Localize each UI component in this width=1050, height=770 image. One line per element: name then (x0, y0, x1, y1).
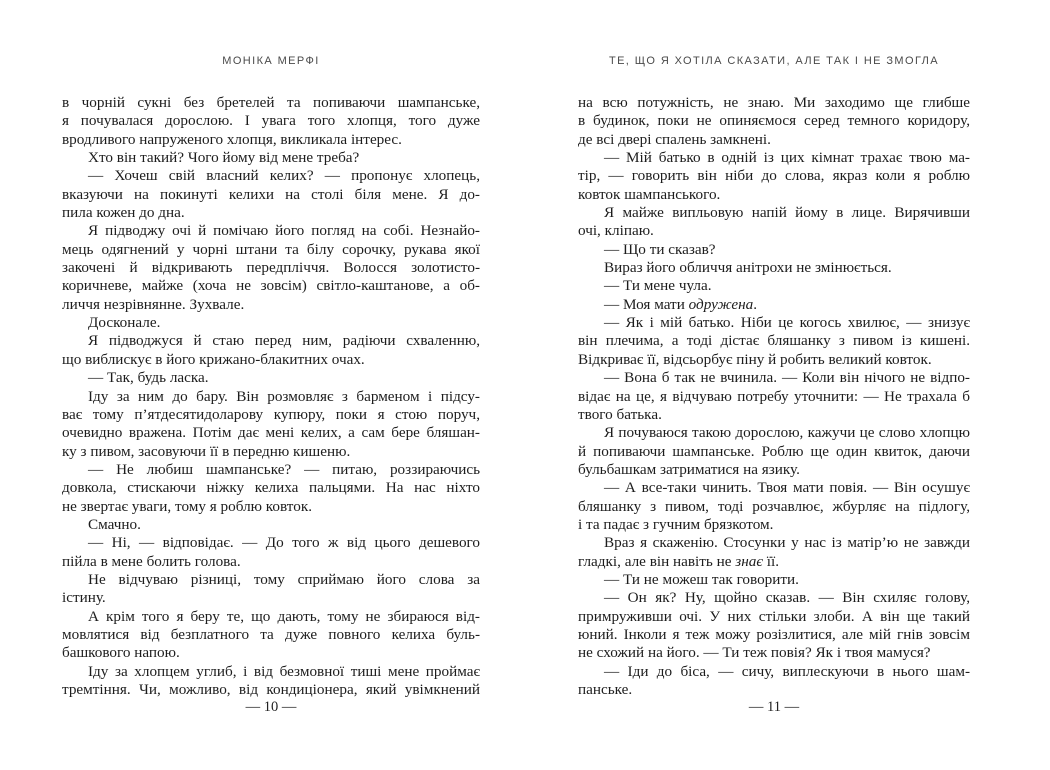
text-line: ку з пивом, засовуючи її в передню кишеню. (62, 442, 351, 460)
text-line: Я почуваюся такою дорослою, кажучи це слово хлопцю (604, 424, 970, 442)
text-line: на всю потужність, не знаю. Ми заходимо ще глибше (578, 94, 970, 111)
text-line: не схожий на його. — Ти теж повія? Як і твоя мамуся? (578, 644, 931, 662)
text-line: Досконале. (88, 314, 161, 332)
text-line: примруживши очі. У них стільки злоби. А він ще такий (578, 607, 970, 625)
text-line: ковток шампанського. (578, 185, 721, 203)
text-line: тремтіння. Чи, можливо, від кондиціонера, який увімкнений (62, 681, 480, 698)
text-line: я почувалася дорослою. І увага того хлопця, того дуже (62, 112, 480, 130)
text-line: — Ні, — відповідає. — До того ж від цього дешевого (88, 534, 480, 552)
text-line: коричневе, майже (хоча не зовсім) світло-каштанове, а об- (62, 277, 480, 295)
text-line: і та падає з гучним брязкотом. (578, 515, 774, 533)
text-line: закочені й відкривають передпліччя. Волосся золотисто- (62, 259, 480, 277)
text-line: тір, — говорить він ніби до слова, якраз коли я роблю (578, 167, 970, 185)
page-text-right (578, 94, 970, 699)
text-line: — Он як? Ну, щойно сказав. — Він схиляє голову, (604, 589, 970, 607)
text-line: вродливого напруженого хлопця, викликала інтерес. (62, 130, 402, 148)
text-line: очі, кліпаю. (578, 222, 654, 240)
text-line: А крім того я беру те, що дають, тому не збираюся від- (88, 607, 480, 625)
text-line: — Вона б так не вчинила. — Коли він нічого не відпо- (604, 369, 970, 387)
page-number-left: — 10 — (245, 699, 297, 715)
text-line: Смачно. (88, 515, 141, 533)
text-line: бляшанку з пивом, тоді розчавлює, жбурляє на підлогу, (578, 497, 970, 515)
text-line: Я підводжуся й стаю перед ним, радіючи схваленню, (88, 332, 480, 350)
text-line: — А все-таки чинить. Твоя мати повія. — Він осушує (604, 479, 970, 497)
text-line: — Іди до біса, — сичу, виплескуючи в нього шам- (604, 662, 970, 680)
text-line: — Хочеш свій власний келих? — пропонує хлопець, (88, 167, 480, 185)
text-line: істину. (62, 589, 106, 607)
running-header-title: ТЕ, ЩО Я ХОТІЛА СКАЗАТИ, АЛЕ ТАК І НЕ ЗМОГЛА (608, 55, 940, 67)
text-line: й попиваючи шампанське. Роблю ще один квиток, даючи (578, 442, 970, 460)
text-line: де всі двері спалень замкнені. (578, 130, 771, 148)
text-line: юний. Інколи я теж можу розізлитися, але мій гнів зовсім (578, 625, 970, 643)
text-line: — Не любиш шампанське? — питаю, роззираючись (88, 460, 480, 478)
text-line: гладкі, але він навіть не знає її. (578, 552, 780, 570)
text-line: бульбашкам затриматися на язику. (578, 460, 800, 478)
text-line: — Так, будь ласка. (88, 369, 209, 387)
text-line: личчя незрівнянне. Зухвале. (62, 295, 245, 313)
text-line: Вираз його обличчя анітрохи не змінюється. (604, 259, 892, 277)
text-line: мець одягнений у чорні штани та білу сорочку, рукава якої (62, 240, 480, 258)
text-line: — Ти мене чула. (604, 277, 712, 295)
text-line: відає на це, я відчуваю потребу уточнити: — Не трахала б (578, 387, 970, 405)
page-left (62, 0, 480, 770)
text-line: башкового напою. (62, 644, 180, 662)
text-line: — Мій батько в одній із цих кімнат трахає твою ма- (604, 149, 970, 167)
text-line: Враз я скаженію. Стосунки у нас із матір’ю не завжди (604, 534, 970, 552)
text-line: вказуючи на покинуті келихи на столі біля мене. Я до- (62, 185, 480, 203)
text-line: пила кожен до дна. (62, 204, 185, 222)
running-header-author: МОНІКА МЕРФІ (222, 55, 320, 67)
text-line: в будинок, поки не опиняємося серед темного коридору, (578, 112, 970, 130)
text-line: Іду за хлопцем углиб, і від безмовної тиші мене проймає (88, 662, 480, 680)
text-line: Відкриває її, відсьорбує піну й робить великий ковток. (578, 350, 932, 368)
text-line: що виблискує в його крижано-блакитних очах. (62, 350, 365, 368)
text-line: пійла в мене болить голова. (62, 552, 241, 570)
text-line: — Як і мій батько. Ніби це когось хвилює, — знизує (604, 314, 970, 332)
text-line: твого батька. (578, 405, 662, 423)
text-line: Я підводжу очі й помічаю його погляд на собі. Незнайо- (88, 222, 480, 240)
text-line: Хто він такий? Чого йому від мене треба? (88, 149, 360, 167)
text-line: ває тому п’ятдесятидоларову купюру, поки я стою поруч, (62, 405, 480, 423)
text-line: мовлятися від безплатного та дуже повного келиха буль- (62, 625, 480, 643)
text-line: — Моя мати одружена. (604, 295, 758, 313)
text-line: — Ти не можеш так говорити. (604, 570, 799, 588)
text-line: в чорній сукні без бретелей та попиваючи шампанське, (62, 94, 480, 111)
text-line: Іду за ним до бару. Він розмовляє з барменом і підсу- (88, 387, 480, 405)
page-number-right: — 11 — (748, 699, 800, 715)
text-line: — Що ти сказав? (604, 240, 716, 258)
text-line: довкола, стискаючи ніжку келиха пальцями. На нас ніхто (62, 479, 480, 497)
text-line: очевидно вражена. Потім дає мені келих, а сам бере бляшан- (62, 424, 480, 442)
text-line: Я майже випльовую напій йому в лице. Вирячивши (604, 204, 970, 222)
text-line: панське. (578, 681, 633, 698)
text-line: Не відчуваю різниці, тому сприймаю його слова за (88, 570, 480, 588)
text-line: не звертає уваги, тому я роблю ковток. (62, 497, 312, 515)
page-text-left (62, 94, 480, 699)
text-line: він плечима, а тоді дістає бляшанку з пивом із кишені. (578, 332, 970, 350)
page-right (578, 0, 970, 770)
